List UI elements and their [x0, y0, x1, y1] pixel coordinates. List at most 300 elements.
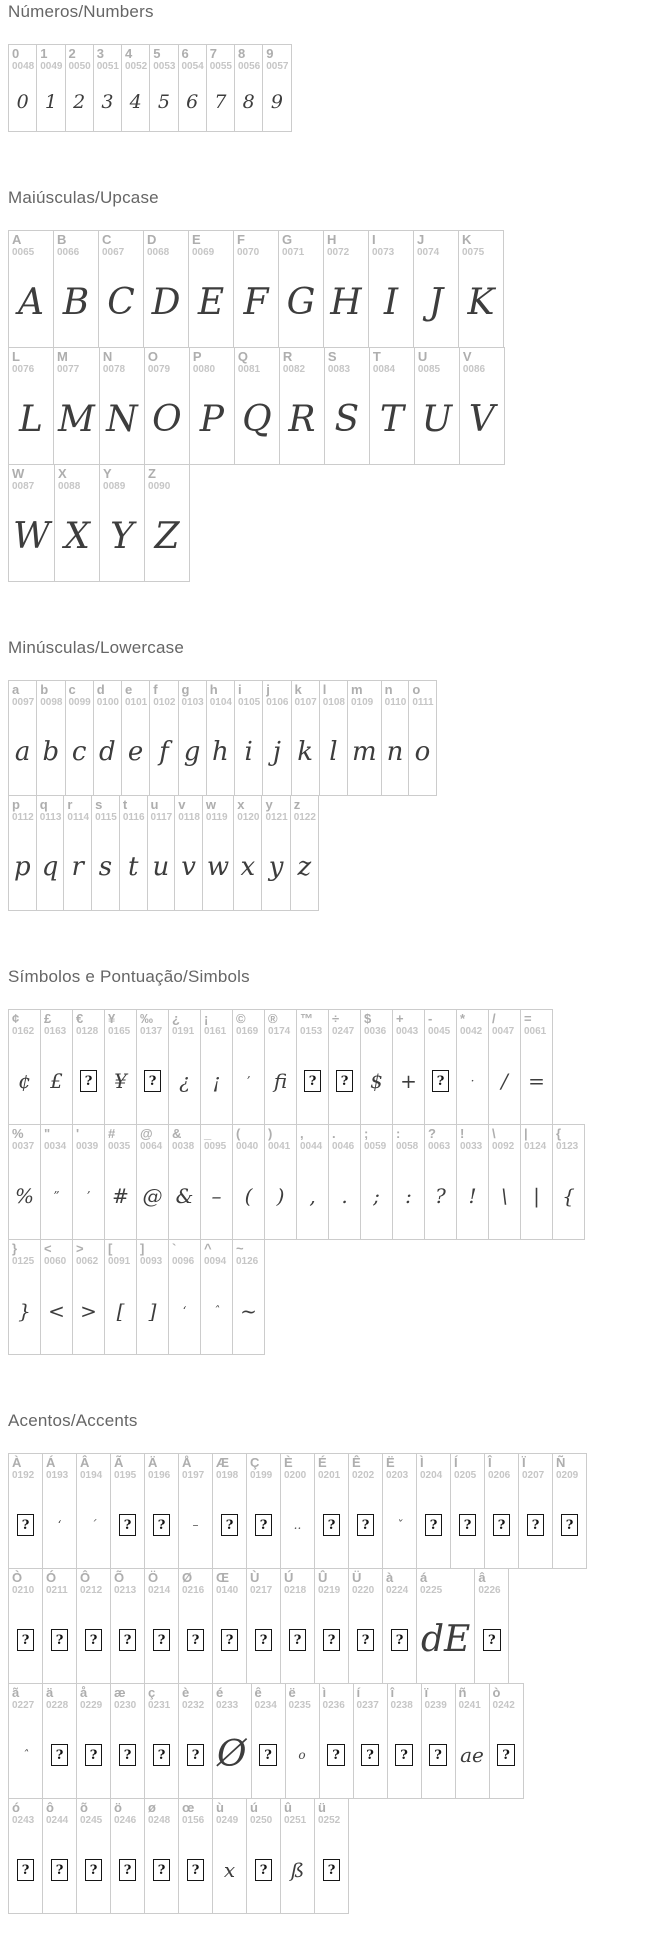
char-label: ñ — [458, 1685, 467, 1700]
char-cell-header — [459, 231, 503, 258]
char-cell-0120 — [233, 795, 262, 911]
char-glyph: S — [334, 399, 360, 440]
char-cell-header — [234, 231, 278, 258]
char-cell-0079 — [144, 347, 190, 465]
char-code: 0239 — [424, 1700, 447, 1711]
char-cell-0247 — [328, 1009, 361, 1125]
char-code: 0203 — [386, 1470, 409, 1481]
section-title: Números/Numbers — [8, 2, 154, 21]
charmap-row — [8, 44, 661, 132]
char-cell-0092 — [488, 1124, 521, 1240]
char-cell-header — [105, 1125, 136, 1152]
char-code: 0055 — [209, 61, 232, 72]
char-label: ô — [46, 1800, 54, 1815]
char-code: 0137 — [140, 1026, 163, 1037]
char-cell-header — [94, 681, 121, 708]
char-code: 0064 — [140, 1141, 163, 1152]
notdef-glyph: ? — [497, 1744, 515, 1766]
char-glyph-area — [120, 823, 147, 910]
char-label: . — [332, 1126, 336, 1141]
char-cell-0049 — [36, 44, 65, 132]
char-cell-0238 — [387, 1683, 422, 1799]
char-cell-0137 — [136, 1009, 169, 1125]
char-cell-0121 — [261, 795, 290, 911]
char-glyph: . — [341, 1183, 348, 1208]
char-cell-header — [279, 231, 323, 258]
char-glyph-area — [459, 258, 503, 347]
char-glyph: % — [14, 1183, 34, 1208]
char-code: 0065 — [12, 247, 35, 258]
char-code: 0056 — [238, 61, 261, 72]
char-cell-0113 — [36, 795, 65, 911]
notdef-glyph: ? — [323, 1514, 341, 1536]
char-cell-header — [73, 1240, 104, 1267]
notdef-glyph: ? — [51, 1629, 69, 1651]
char-cell-header — [213, 1454, 246, 1481]
char-code: 0249 — [216, 1815, 239, 1826]
char-cell-header — [122, 45, 149, 72]
font-charmap-section-symbols — [8, 967, 661, 1355]
char-cell-0072 — [323, 230, 369, 348]
char-glyph: ¡ — [212, 1068, 221, 1093]
char-label: W — [12, 466, 25, 481]
char-glyph-area — [9, 1596, 42, 1683]
char-cell-header — [111, 1569, 144, 1596]
char-glyph: fi — [273, 1068, 288, 1093]
char-cell-0053 — [149, 44, 178, 132]
char-cell-0088 — [54, 464, 100, 582]
char-label: $ — [364, 1011, 372, 1026]
char-label: ` — [172, 1241, 177, 1256]
char-cell-header — [292, 681, 319, 708]
char-label: Ë — [386, 1455, 395, 1470]
char-label: d — [96, 682, 105, 697]
char-cell-header — [233, 1010, 264, 1037]
char-glyph-area — [41, 1267, 72, 1354]
char-glyph-area — [265, 1152, 296, 1239]
notdef-glyph: ? — [432, 1070, 450, 1092]
char-label: z — [293, 797, 301, 812]
char-label: õ — [80, 1800, 88, 1815]
char-cell-0076 — [8, 347, 54, 465]
char-code: 0229 — [80, 1700, 103, 1711]
char-label: T — [372, 349, 381, 364]
char-label: # — [108, 1126, 116, 1141]
char-cell-0058 — [392, 1124, 425, 1240]
char-glyph: q — [41, 851, 59, 882]
char-glyph-area — [92, 823, 119, 910]
char-glyph-area — [9, 823, 36, 910]
char-label: < — [44, 1241, 52, 1256]
char-glyph-area — [137, 1267, 168, 1354]
char-cell-header — [105, 1010, 136, 1037]
char-glyph-area — [179, 708, 206, 795]
char-cell-0047 — [488, 1009, 521, 1125]
char-glyph-area — [66, 708, 93, 795]
char-cell-0163 — [40, 1009, 73, 1125]
notdef-glyph: ? — [221, 1514, 239, 1536]
char-cell-0248 — [144, 1798, 179, 1914]
char-cell-header — [9, 45, 36, 72]
char-glyph-area — [37, 708, 64, 795]
char-label: m — [351, 682, 363, 697]
font-charmap-section-numbers — [8, 2, 661, 132]
char-code: 0118 — [178, 812, 200, 823]
charmap-row — [8, 347, 661, 465]
char-label: ü — [318, 1800, 326, 1815]
char-glyph-area — [105, 1267, 136, 1354]
char-cell-0111 — [408, 680, 436, 796]
char-glyph: h — [212, 736, 229, 767]
char-glyph: Y — [110, 516, 134, 557]
notdef-glyph: ? — [336, 1070, 354, 1092]
char-cell-0251 — [280, 1798, 315, 1914]
char-cell-0239 — [421, 1683, 456, 1799]
char-glyph: A — [18, 282, 44, 323]
notdef-glyph: ? — [80, 1070, 98, 1092]
char-label: N — [102, 349, 113, 364]
char-cell-header — [145, 1454, 178, 1481]
char-label: Â — [80, 1455, 90, 1470]
char-cell-header — [393, 1125, 424, 1152]
char-code: 0153 — [300, 1026, 323, 1037]
char-cell-0198 — [212, 1453, 247, 1569]
char-cell-header — [111, 1684, 144, 1711]
char-cell-0035 — [104, 1124, 137, 1240]
char-glyph-area — [9, 708, 36, 795]
char-glyph-area — [329, 1152, 360, 1239]
char-glyph-area — [475, 1596, 508, 1683]
char-label: ç — [148, 1685, 156, 1700]
charmap-row — [8, 1453, 661, 1569]
char-glyph-area — [73, 1037, 104, 1124]
charmap-row — [8, 1124, 661, 1240]
char-glyph: 8 — [242, 90, 255, 113]
char-glyph-area — [145, 1596, 178, 1683]
char-glyph-area — [361, 1152, 392, 1239]
char-code: 0093 — [140, 1256, 163, 1267]
char-cell-header — [553, 1125, 584, 1152]
char-glyph-area — [100, 375, 144, 464]
char-cell-0094 — [200, 1239, 233, 1355]
char-code: 0113 — [39, 812, 62, 823]
notdef-glyph: ? — [493, 1514, 511, 1536]
charmap-row — [8, 230, 661, 348]
char-cell-0082 — [279, 347, 325, 465]
char-cell-header — [485, 1454, 518, 1481]
char-label: g — [181, 682, 190, 697]
char-cell-header — [235, 681, 262, 708]
char-glyph-area — [122, 72, 149, 131]
char-code: 0098 — [40, 697, 63, 708]
char-glyph: p — [14, 851, 31, 882]
char-code: 0220 — [352, 1585, 375, 1596]
char-glyph-area — [169, 1152, 200, 1239]
char-code: 0068 — [147, 247, 170, 258]
char-cell-header — [383, 1569, 416, 1596]
char-code: 0070 — [237, 247, 260, 258]
char-glyph: I — [383, 282, 399, 323]
char-cell-header — [263, 681, 290, 708]
char-glyph: – — [192, 1517, 199, 1532]
char-glyph-area — [370, 375, 414, 464]
char-cell-header — [9, 348, 53, 375]
char-cell-0056 — [234, 44, 263, 132]
char-glyph-area — [490, 1711, 523, 1798]
char-cell-0228 — [42, 1683, 77, 1799]
char-code: 0111 — [412, 697, 434, 708]
charmap-row — [8, 1239, 661, 1355]
char-cell-0207 — [518, 1453, 553, 1569]
char-label: @ — [140, 1126, 153, 1141]
char-code: 0242 — [492, 1700, 515, 1711]
char-glyph-area — [417, 1481, 450, 1568]
char-label: Ù — [250, 1570, 260, 1585]
charmap-grid — [8, 44, 661, 132]
char-code: 0243 — [12, 1815, 35, 1826]
char-code: 0230 — [114, 1700, 137, 1711]
char-label: K — [462, 232, 472, 247]
char-glyph-area — [41, 1152, 72, 1239]
char-cell-header — [235, 45, 262, 72]
char-cell-0091 — [104, 1239, 137, 1355]
char-cell-0227 — [8, 1683, 43, 1799]
charmap-grid — [8, 680, 661, 911]
char-cell-header — [382, 681, 409, 708]
char-cell-header — [281, 1799, 314, 1826]
char-glyph-area — [9, 1037, 40, 1124]
char-label: À — [12, 1455, 22, 1470]
char-glyph-area — [43, 1826, 76, 1913]
char-cell-0140 — [212, 1568, 247, 1684]
char-label: ] — [140, 1241, 145, 1256]
char-glyph-area — [73, 1267, 104, 1354]
char-glyph-area — [122, 708, 149, 795]
char-label: Á — [46, 1455, 56, 1470]
char-cell-header — [94, 45, 121, 72]
char-glyph: \ — [501, 1183, 508, 1208]
notdef-glyph: ? — [527, 1514, 545, 1536]
char-glyph: t — [127, 851, 139, 882]
char-cell-0225 — [416, 1568, 475, 1684]
char-glyph: ˆ — [213, 1303, 220, 1318]
char-cell-header — [265, 1010, 296, 1037]
char-cell-0192 — [8, 1453, 43, 1569]
notdef-glyph: ? — [255, 1859, 273, 1881]
notdef-glyph: ? — [561, 1514, 579, 1536]
char-glyph: 9 — [270, 90, 283, 113]
char-glyph-area — [329, 1037, 360, 1124]
char-glyph-area — [382, 708, 409, 795]
char-cell-0169 — [232, 1009, 265, 1125]
char-glyph-area — [94, 72, 121, 131]
char-glyph: { — [562, 1183, 575, 1208]
char-glyph: o — [414, 736, 431, 767]
char-cell-header — [252, 1684, 285, 1711]
char-cell-0043 — [392, 1009, 425, 1125]
char-code: 0206 — [488, 1470, 511, 1481]
font-charmap-section-lower — [8, 638, 661, 911]
char-cell-0081 — [234, 347, 280, 465]
char-glyph: 1 — [44, 90, 57, 113]
char-cell-0069 — [188, 230, 234, 348]
char-cell-header — [262, 796, 289, 823]
char-label: ì — [322, 1685, 327, 1700]
char-glyph-area — [9, 375, 53, 464]
char-glyph: , — [309, 1183, 316, 1208]
char-glyph: / — [501, 1068, 508, 1093]
char-cell-header — [37, 681, 64, 708]
char-code: 0194 — [80, 1470, 103, 1481]
char-cell-header — [370, 348, 414, 375]
char-code: 0117 — [150, 812, 173, 823]
char-label: 7 — [209, 46, 217, 61]
char-glyph: H — [330, 282, 362, 323]
char-cell-0241 — [455, 1683, 490, 1799]
char-glyph-area — [111, 1711, 144, 1798]
char-cell-header — [460, 348, 504, 375]
notdef-glyph: ? — [425, 1514, 443, 1536]
char-glyph-area — [203, 823, 233, 910]
char-cell-header — [73, 1010, 104, 1037]
char-code: 0201 — [318, 1470, 341, 1481]
char-cell-0037 — [8, 1124, 41, 1240]
char-glyph: ) — [276, 1183, 285, 1208]
char-glyph: £ — [50, 1068, 63, 1093]
char-glyph-area — [213, 1711, 251, 1798]
char-code: 0073 — [372, 247, 395, 258]
char-glyph-area — [457, 1037, 488, 1124]
char-label: Å — [182, 1455, 192, 1470]
char-label: à — [386, 1570, 394, 1585]
char-code: 0109 — [351, 697, 374, 708]
char-label: 6 — [181, 46, 189, 61]
char-cell-header — [201, 1240, 232, 1267]
char-glyph-area — [201, 1267, 232, 1354]
char-glyph: s — [98, 851, 113, 882]
char-cell-header — [201, 1125, 232, 1152]
notdef-glyph: ? — [153, 1514, 171, 1536]
char-cell-header — [43, 1799, 76, 1826]
char-glyph-area — [425, 1037, 456, 1124]
char-glyph: U — [421, 399, 453, 440]
char-glyph: & — [175, 1183, 194, 1208]
char-code: 0049 — [40, 61, 63, 72]
char-glyph-area — [148, 823, 175, 910]
char-glyph-area — [235, 375, 279, 464]
char-cell-header — [265, 1125, 296, 1152]
char-label: y — [265, 797, 273, 812]
char-glyph: 2 — [73, 90, 86, 113]
char-cell-header — [179, 45, 206, 72]
char-cell-0101 — [121, 680, 150, 796]
char-glyph-area — [425, 1152, 456, 1239]
char-code: 0078 — [102, 364, 126, 375]
charmap-grid — [8, 1009, 661, 1355]
char-cell-0195 — [110, 1453, 145, 1569]
char-label: ÷ — [332, 1011, 340, 1026]
char-label: D — [147, 232, 157, 247]
char-cell-0046 — [328, 1124, 361, 1240]
char-cell-header — [190, 348, 234, 375]
char-label: h — [209, 682, 218, 697]
char-label: å — [80, 1685, 88, 1700]
notdef-glyph: ? — [221, 1629, 239, 1651]
char-cell-0156 — [178, 1798, 213, 1914]
char-cell-0074 — [413, 230, 459, 348]
char-glyph: E — [197, 282, 225, 323]
notdef-glyph: ? — [361, 1744, 379, 1766]
char-cell-0042 — [456, 1009, 489, 1125]
char-cell-0219 — [314, 1568, 349, 1684]
char-cell-header — [105, 1240, 136, 1267]
char-cell-0199 — [246, 1453, 281, 1569]
char-cell-header — [37, 45, 64, 72]
char-glyph-area — [169, 1037, 200, 1124]
char-glyph: Ø — [217, 1734, 247, 1775]
char-label: | — [524, 1126, 528, 1141]
char-label: r — [67, 797, 73, 812]
char-label: % — [12, 1126, 24, 1141]
section-title: Minúsculas/Lowercase — [8, 638, 184, 657]
charmap-row — [8, 1568, 661, 1684]
char-cell-header — [169, 1010, 200, 1037]
char-cell-header — [213, 1684, 251, 1711]
char-cell-header — [349, 1454, 382, 1481]
char-glyph-area — [489, 1037, 520, 1124]
section-title: Acentos/Accents — [8, 1411, 138, 1430]
char-label: É — [318, 1455, 327, 1470]
char-code: 0252 — [318, 1815, 341, 1826]
char-cell-header — [519, 1454, 552, 1481]
char-cell-0036 — [360, 1009, 393, 1125]
char-glyph-area — [233, 1267, 264, 1354]
char-glyph-area — [66, 72, 93, 131]
notdef-glyph: ? — [187, 1859, 205, 1881]
char-glyph: : — [405, 1183, 412, 1208]
notdef-glyph: ? — [17, 1859, 35, 1881]
char-label: & — [172, 1126, 182, 1141]
char-cell-header — [122, 681, 149, 708]
char-label: Î — [488, 1455, 492, 1470]
notdef-glyph: ? — [357, 1514, 375, 1536]
char-cell-header — [425, 1010, 456, 1037]
char-code: 0043 — [396, 1026, 419, 1037]
charmap-row — [8, 1683, 661, 1799]
char-glyph-area — [286, 1711, 319, 1798]
char-cell-0210 — [8, 1568, 43, 1684]
char-cell-0229 — [76, 1683, 111, 1799]
char-label: ø — [148, 1800, 156, 1815]
char-glyph: dE — [421, 1619, 471, 1660]
char-code: 0050 — [68, 61, 91, 72]
char-label: î — [390, 1685, 395, 1700]
char-cell-0060 — [40, 1239, 73, 1355]
char-cell-0205 — [450, 1453, 485, 1569]
char-cell-0249 — [212, 1798, 247, 1914]
char-cell-header — [9, 796, 36, 823]
charmap-row — [8, 795, 661, 911]
char-cell-0112 — [8, 795, 37, 911]
char-label: k — [294, 682, 302, 697]
char-code: 0218 — [284, 1585, 307, 1596]
char-cell-0100 — [93, 680, 122, 796]
char-cell-header — [92, 796, 119, 823]
char-cell-header — [521, 1010, 552, 1037]
char-cell-header — [137, 1240, 168, 1267]
char-code: 0162 — [12, 1026, 35, 1037]
char-code: 0217 — [250, 1585, 273, 1596]
